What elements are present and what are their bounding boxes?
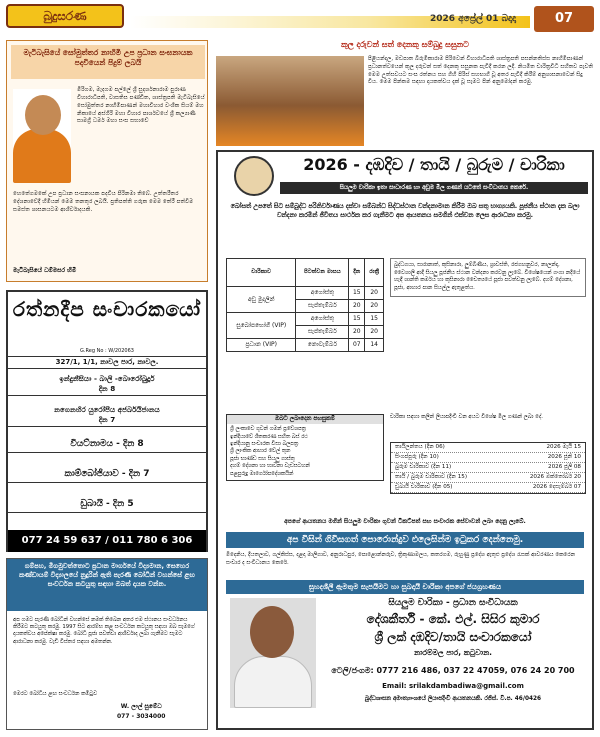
table-header: පිටත්වන මාසය [296, 259, 349, 287]
table-row: සැප්තැම්බර් 20 20 [227, 300, 384, 313]
ad-address: 327/1, 1/1, නාවල පාර, නාවල. [8, 356, 206, 369]
ad-intro: බෝසත් උපතේ සිට සම්බුද්ධ පරිනිර්වාණය දක්වා සම්බන්ධ සිද්ධස්ථාන වන්දනාමාන කිරීම ඔබ සතු භාග්‍යයකි. පූජනීය ස්ථාන දැක බලා වන්දනා කරමින් ජීවිතය සාර්ථක කර ගැනීමට අප ආයතනය සමගින් එක්වන ලෙස ආරාධනා කරමු. [230, 203, 580, 220]
ad-phone: 077 24 59 637 / 011 780 6 306 [8, 530, 206, 552]
promise-banner: අප විසින් ගිවිසගත් පොරොන්දුව එලෙසින්ම ඉටුකර දෙන්නෙමු. [226, 532, 584, 548]
face-shape [25, 95, 61, 135]
page-number: 07 [534, 6, 594, 32]
company-logo [234, 156, 274, 196]
registration-info: බුද්ධශාසන අමාත්‍යාංශයේ ලියාපදිංචි ආයතනයකි. රජිස්. වි.ප. 46/0426 [364, 696, 542, 702]
list-item: සිංගප්පූරු (දින 10) 2026 ජූනි 10 [391, 453, 585, 463]
list-item: ශ්‍රී ලංකාවෙ ගුවන් ගමන් ප්‍රවේශපත්‍ර [230, 426, 306, 433]
ratnadeepa-ad [6, 290, 208, 552]
tour-item: වියට්නාමය - දින 8 [8, 436, 206, 453]
list-item: ඉන්දියාවේ ශීතකරණ සහිත බස් රථ [230, 433, 308, 440]
samanera-article [216, 40, 594, 148]
list-item: පූජා භාණ්ඩ සහ සියලු ගාස්තු [230, 455, 295, 462]
places-text: මීදෙනිය, දියතලාව, ගල්කිස්ස, දළදා මාලිගාව, අනුරාධපුර, පොළොන්නරුව, ත්‍රිකුණාමලය, කතරගම, රුහුණු ප්‍රදේශ ඇතුළු ප්‍රදේශ රැසක් ආවරණය කෙරෙන සංචාර ද සංවිධානය කෙරේ. [226, 552, 576, 566]
offer-note: චාරිකා සඳහා කලින් ලියාපදිංචි වන අයට විශේෂ මිල ගණන් ලබා දේ. [390, 414, 543, 420]
list-item: ඉන්දියානු සංචාරක වීසා බලපත්‍ර [230, 441, 299, 448]
contact-email: Email: srilakdambadiwa@gmail.com [382, 682, 524, 690]
article-body: මිරිගම, මැදගම පල්ලේ ශ්‍රී සුදර්ශනාරාම පුරාණ විහාරාධිපති, වාසතිස පණ්ඩිත, ශාස්ත්‍රපති මැටිබැසියේ සෝමුත්තර නාහිමිපාණන් මහාවිහාර වංශික සියම් මහ නිකායේ අස්ගිරි මහා විහාර පාර්ශවයේ ශ්‍රී කල්‍යාණි සාමග්‍රී ධර්ම මහා සංඝ සභාවේ [77, 87, 205, 125]
tour-item: ඩුබායි - දින 5 [8, 496, 206, 513]
issue-date: 2026 අප්‍රේල් 01 බදාදා [430, 14, 517, 24]
appeal-footer: මෙරට බෝධිය ළඟ සංවර්ධන කමිටුව [13, 691, 98, 697]
masthead [0, 0, 600, 34]
appeal-banner: ගම්පහ, මීගමුවත්තොට ප්‍රධාන මාර්ගයේ විද්‍යමාන, සෙහෙර කණ්ඩායම් විද්‍යාලයේ නුදුරින් ඇති පැරණි බෝධීන් වහන්සේ ළඟ සංවර්ධන කටයුතු සඳහා ඔබත් දායක වන්න. [7, 559, 207, 611]
table-row: අඩු මුදලින් අගෝස්තු 15 20 [227, 287, 384, 300]
facilities-box [226, 414, 384, 481]
article-heading: කුල දරුවන් සත් දෙනකු සම්බුදු සසුනට [341, 40, 469, 49]
list-item: තායිලන්තය (දින 06) 2026 මැයි 15 [391, 443, 585, 453]
table-row: සුඛෝපභෝගී (VIP) අගෝස්තු 15 15 [227, 313, 384, 326]
company-address: නාරම්මල පාර, කටුවාන. [413, 648, 493, 657]
list-item: ශ්‍රී ලාංකික ආහාර වේල් තුන [230, 448, 291, 455]
service-banner: සුහදශීලී ඇමතුම සැපයීමට හා සුඛදායී චාරිකා අපගේ ජයග්‍රහණය [226, 580, 584, 594]
ad-tagline: සියලුම චාරිකා ඉතා සාධාරණ හා අඩුම මිල ගණන් යටතේ සංවිධානය කෙරේ. [280, 182, 588, 194]
contact-name: දේශකීර්ති - කේ. එල්. සිසිර කුමාර [366, 612, 540, 626]
ad-title: 2026 - දඹදිව / තායි / බුරුම / චාරිකා [303, 155, 565, 174]
tour-item: කාම්බෝජියාව - දින 7 [8, 466, 206, 483]
shirt-shape [234, 656, 312, 708]
ad-title: රත්නදීප සංචාරකයෝ [12, 297, 202, 321]
contact-role: සියලුම චාරිකා - ප්‍රධාන සංවිධායක [388, 598, 518, 608]
monk-portrait [13, 89, 71, 183]
robe-shape [13, 129, 71, 183]
newspaper-logo: බුදුසරණ [6, 4, 124, 28]
face-shape [250, 606, 294, 658]
facilities-heading: ඔබට ලබාදෙන පහසුකම් [227, 415, 383, 424]
article-body: පිළියන්දල, මඩපාත බිරුමිකාරාම පිරිවෙන් විහාරාධිපති ශාස්ත්‍රපති පසන්නතිස්ස නාහිමිපාණන් ප්‍රධානත්වයෙන් කුල දරුවන් සත් දෙනකු සසුනක පැවිදි කරන ලදී. නියමිත චාරිත්‍රවිධි සහිතව පැවති මෙම උත්සවයට සංඝ රත්නය සහ ගිහි පිරිස් සහභාගී වූ අතර පැවිදි කිරීම් අනුශාසනාවෙන් සිදු විය. මෙම පින්කම සඳහා දායකත්වය දැක් වූ සැමට පින් අනුමෝදන් කරමු. [368, 56, 594, 86]
contact-card [226, 598, 584, 726]
table-row: සැප්තැම්බර් 20 20 [227, 326, 384, 339]
tour-item: ඉන්දුනීසියා - බාලි -බොරෝබුදූර් දින 8 [8, 372, 206, 396]
list-item: පළපුරුදු මාර්ගෝපදේශකයින් [230, 470, 294, 477]
table-header: චාරිකාව [227, 259, 296, 287]
appeal-signature: W. ලාල් සුමේධ 077 - 3034000 [117, 703, 166, 720]
list-item: තායි / බුරුම චාරිකාව (දින 15) 2026 ඔක්තෝබර් 20 [391, 473, 585, 483]
table-row: ප්‍රධාන (VIP) නොවැම්බර් 07 14 [227, 339, 384, 352]
tour-item: නගෙනහිර යුරෝපීය අජර්බයිජානය දින 7 [8, 403, 206, 427]
dates-list [390, 442, 586, 494]
ordination-article [6, 40, 208, 282]
organizer-photo [230, 598, 316, 708]
notice-text: අපගේ ආයතනය මගින් සියලුම චාරිකා ගුවන් ටිකට්පත් සහ සංචාරක සේවාවන් ලබා දෙනු ලැබේ. [284, 518, 526, 525]
article-heading: මැටිබැසියේ සෝමුත්තර නාහිමි උප ප්‍රධාන සංඝනායක පදවියෙන් පිදුම් ලබයි [11, 45, 205, 79]
pilgrimage-ad [216, 150, 594, 730]
list-item: දහම් දේශනා හා භාවනා වැඩසටහන් [230, 463, 310, 470]
appeal-body: අප ගමට පැරණි බෝධීන් වහන්සේ නමක් තිබෙන අතර එම ස්ථානය සංවර්ධනය කිරීමට කටයුතු කරමු. 1997 සිට ආරම්භ කළ සංවර්ධන කටයුතු සඳහා ඔබ සැමගේ දායකත්වය අපේක්ෂා කරමු. බෝධි පූජා පවත්වා ආශිර්වාද ලබා ගැනීමට සැමට ආරාධනා කරමු. වැඩි විස්තර සඳහා අමතන්න. [13, 617, 195, 645]
ad-reg-number: G.Reg No : W/202063 [80, 348, 134, 354]
article-signature: මැටිබැසියේ ධම්මසර හිමි [13, 267, 77, 274]
company-name: ශ්‍රී ලක් දඹදිව/තායි සංචාරකයෝ [374, 630, 532, 644]
list-item: ඩුබායි චාරිකාව (දින 05) 2026 දෙසැම්බර් 07 [391, 483, 585, 493]
contact-phone: ටෙලි/ජංගම: 0777 216 486, 037 22 47059, 076 24 20 700 [331, 666, 575, 675]
left-column [6, 40, 208, 730]
places-info: බුද්ධගයා, සාරානාත්, කුසිනාරා, ලුම්බිණිය, ශ්‍රාවස්ති, රජගහනුවර, නාලන්දා, වෛශාලි ආදී සියලු පූජනීය ස්ථාන වන්දනා කරවනු ලැබේ. විශේෂයෙන් ගංගා නදියේ හැඳි ශාන්ති කර්මය හා කුසිනාරා චෛත්‍යයේ පූජා පවත්වනු ලැබේ. දහම් දේශනා, පූජා, ආහාර පාන සියල්ල ඇතුළත්ය. [390, 258, 586, 297]
article-body-cont: හෙතේගමකේ උප ප්‍රධාන සංඝනායක පදවිය පිරිනමා තිබේ. උත්තරීතර දේශනාවේදී හිමියන් මෙම තනතුර ලබයි. ප්‍රතිපත්ති ගරුක මෙම තේරී පත්වීම සමස්ත ශාසනයටම ආශිර්වාදයකි. [13, 191, 194, 213]
table-header: රාත්‍රී [365, 259, 384, 287]
facilities-list [227, 424, 383, 480]
ordination-photo [216, 56, 364, 146]
bodhi-appeal [6, 558, 208, 730]
list-item: බුරුම චාරිකාව (දින 11) 2026 ජූලි 08 [391, 463, 585, 473]
table-header: දින [349, 259, 365, 287]
ad-header [218, 152, 592, 200]
tour-table [226, 258, 384, 352]
